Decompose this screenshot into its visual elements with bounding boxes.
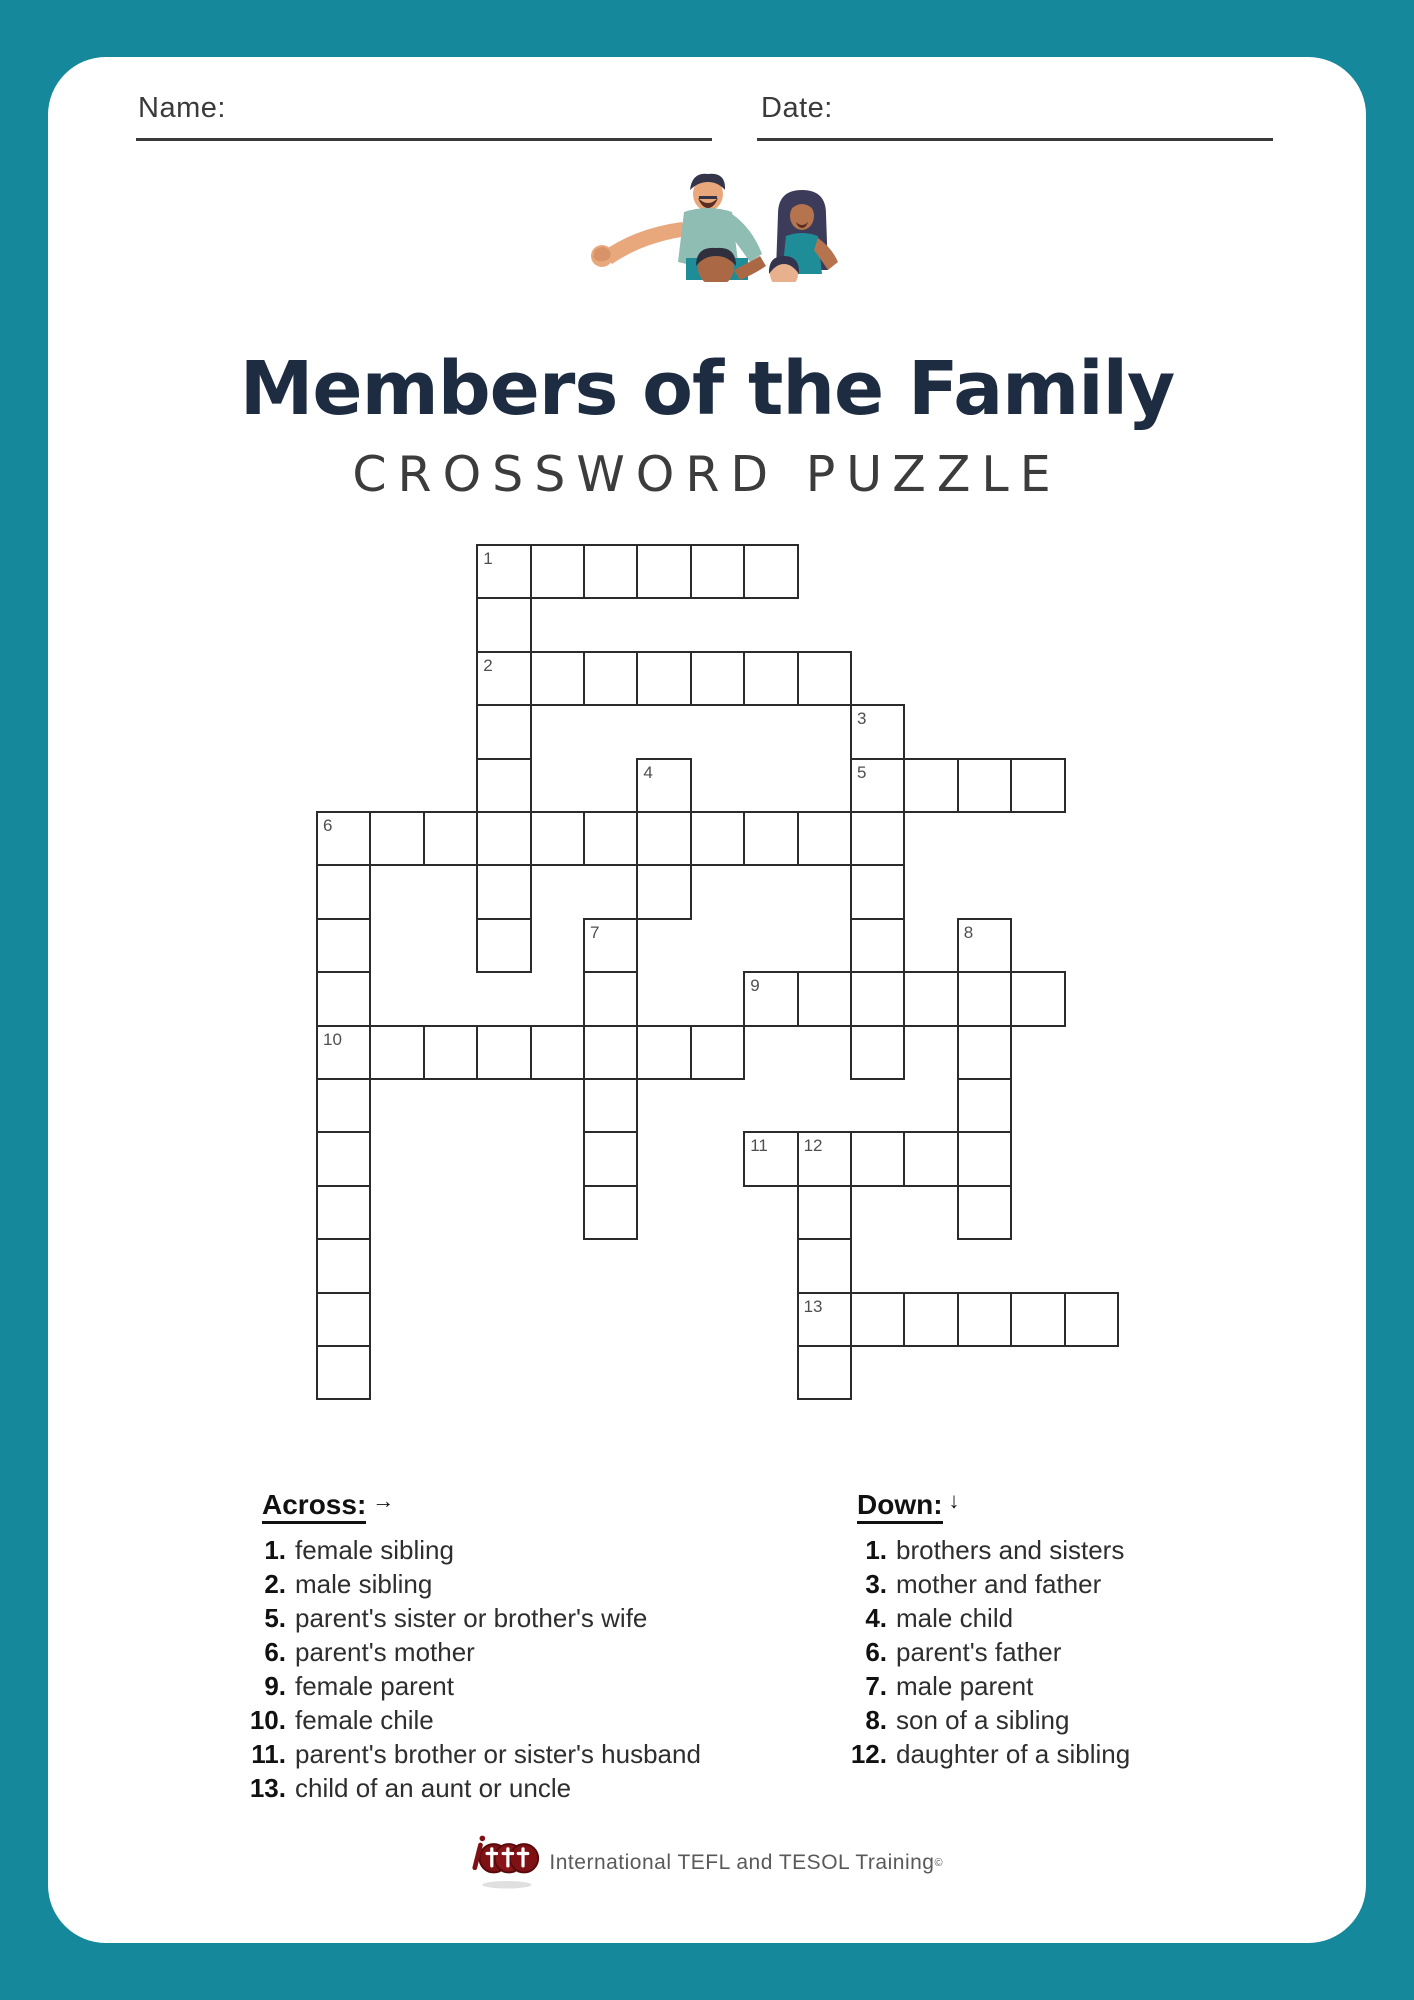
- across-header: [262, 1488, 701, 1521]
- clue-item: [244, 1703, 701, 1737]
- grid-cell[interactable]: [690, 544, 745, 599]
- clue-number: 11.: [251, 1739, 286, 1769]
- clue-item: [845, 1669, 1130, 1703]
- clue-text: son of a sibling: [896, 1705, 1070, 1735]
- clue-number: 3.: [865, 1569, 887, 1599]
- grid-cell-number: 6: [323, 816, 333, 835]
- grid-cell[interactable]: [957, 1078, 1012, 1133]
- grid-cell-number: 3: [857, 709, 867, 729]
- grid-cell[interactable]: [476, 651, 531, 706]
- grid-cell-number: 11: [750, 1136, 768, 1156]
- clue-number: 9.: [264, 1671, 286, 1701]
- grid-cell[interactable]: [957, 1025, 1012, 1080]
- right-arrow-icon: →: [372, 1488, 395, 1513]
- grid-cell[interactable]: [850, 758, 905, 813]
- grid-cell[interactable]: [1010, 1292, 1065, 1347]
- clue-text: child of an aunt or uncle: [295, 1773, 572, 1803]
- grid-cell[interactable]: [797, 1345, 852, 1400]
- copyright-icon: ©: [934, 1857, 943, 1869]
- grid-cell[interactable]: [850, 811, 905, 866]
- grid-cell[interactable]: [583, 651, 638, 706]
- grid-cell[interactable]: [530, 544, 585, 599]
- clue-item: [244, 1567, 701, 1601]
- grid-cell[interactable]: [636, 1025, 691, 1080]
- grid-cell[interactable]: [316, 1345, 371, 1400]
- grid-cell[interactable]: [583, 1078, 638, 1133]
- grid-cell[interactable]: [636, 811, 691, 866]
- clue-number: 1.: [865, 1535, 887, 1565]
- clue-number: 4.: [865, 1603, 887, 1633]
- grid-cell[interactable]: [476, 704, 531, 759]
- grid-cell[interactable]: [850, 971, 905, 1026]
- clue-item: [244, 1737, 701, 1771]
- grid-cell[interactable]: [797, 1131, 852, 1186]
- grid-cell[interactable]: [743, 971, 798, 1026]
- grid-cell[interactable]: [690, 1025, 745, 1080]
- grid-cell[interactable]: [850, 1292, 905, 1347]
- grid-cell[interactable]: [316, 1185, 371, 1240]
- grid-cell[interactable]: [690, 811, 745, 866]
- grid-cell[interactable]: [316, 1025, 371, 1080]
- clue-text: female chile: [295, 1705, 434, 1735]
- grid-cell-number: 8: [963, 922, 974, 942]
- clue-text: brothers and sisters: [896, 1535, 1125, 1565]
- ittt-logo-icon: [471, 1834, 541, 1892]
- grid-cell[interactable]: [636, 864, 691, 919]
- grid-cell[interactable]: [423, 811, 478, 866]
- clue-text: female sibling: [295, 1535, 454, 1565]
- grid-cell[interactable]: [316, 864, 371, 919]
- clue-number: 8.: [865, 1705, 887, 1735]
- down-clues: [845, 1488, 1130, 1771]
- grid-cell[interactable]: [957, 918, 1012, 973]
- grid-cell[interactable]: [316, 1131, 371, 1186]
- grid-cell[interactable]: [316, 971, 371, 1026]
- grid-cell-number: 12: [803, 1136, 823, 1156]
- grid-cell[interactable]: [903, 1292, 958, 1347]
- grid-cell[interactable]: [316, 1078, 371, 1133]
- grid-cell[interactable]: [583, 1185, 638, 1240]
- footer-logo: [0, 1828, 1414, 1898]
- grid-cell[interactable]: [476, 758, 531, 813]
- clue-number: 10.: [249, 1705, 286, 1735]
- grid-cell[interactable]: [583, 918, 638, 973]
- grid-cell[interactable]: [583, 544, 638, 599]
- grid-cell[interactable]: [850, 1025, 905, 1080]
- grid-cell[interactable]: [797, 1185, 852, 1240]
- grid-cell[interactable]: [530, 651, 585, 706]
- clue-number: 6.: [264, 1637, 286, 1667]
- grid-cell[interactable]: [743, 544, 798, 599]
- grid-cell[interactable]: [369, 811, 424, 866]
- grid-cell[interactable]: [1010, 758, 1065, 813]
- down-arrow-icon: ↓: [948, 1488, 960, 1513]
- grid-cell-number: 5: [857, 762, 867, 782]
- clue-item: [845, 1601, 1130, 1635]
- grid-cell-number: 7: [590, 922, 600, 942]
- clue-text: parent's sister or brother's wife: [295, 1603, 648, 1633]
- grid-cell-number: 4: [643, 762, 653, 782]
- page-subtitle: CROSSWORD PUZZLE: [352, 446, 1062, 503]
- grid-cell[interactable]: [797, 651, 852, 706]
- grid-cell[interactable]: [797, 971, 852, 1026]
- grid-cell[interactable]: [316, 1292, 371, 1347]
- clue-text: parent's mother: [295, 1637, 475, 1667]
- clue-text: parent's brother or sister's husband: [295, 1739, 701, 1769]
- clue-text: daughter of a sibling: [896, 1739, 1131, 1769]
- grid-cell-number: 1: [483, 549, 493, 568]
- grid-cell[interactable]: [369, 1025, 424, 1080]
- logo-text: International TEFL and TESOL Training: [549, 1851, 935, 1874]
- grid-cell[interactable]: [316, 918, 371, 973]
- grid-cell[interactable]: [743, 1131, 798, 1186]
- grid-cell[interactable]: [743, 811, 798, 866]
- grid-cell[interactable]: [797, 1292, 852, 1347]
- clue-number: 6.: [865, 1637, 887, 1667]
- grid-cell[interactable]: [583, 971, 638, 1026]
- clue-text: female parent: [295, 1671, 454, 1701]
- grid-cell[interactable]: [583, 811, 638, 866]
- clue-item: [244, 1669, 701, 1703]
- clue-item: [845, 1703, 1130, 1737]
- grid-cell[interactable]: [530, 1025, 585, 1080]
- grid-cell-number: 9: [750, 976, 760, 996]
- clue-item: [845, 1533, 1130, 1567]
- clue-text: mother and father: [896, 1569, 1102, 1599]
- clue-text: male sibling: [295, 1569, 433, 1599]
- clue-number: 5.: [264, 1603, 286, 1633]
- clue-number: 7.: [865, 1671, 887, 1701]
- clue-text: parent's father: [896, 1637, 1062, 1667]
- grid-cell[interactable]: [690, 651, 745, 706]
- clue-item: [845, 1635, 1130, 1669]
- grid-cell-number: 2: [483, 655, 493, 675]
- grid-cell[interactable]: [957, 1131, 1012, 1186]
- grid-cell[interactable]: [797, 811, 852, 866]
- grid-cell[interactable]: [423, 1025, 478, 1080]
- grid-cell[interactable]: [903, 1131, 958, 1186]
- grid-cell[interactable]: [476, 597, 531, 652]
- grid-cell[interactable]: [476, 1025, 531, 1080]
- down-list: [845, 1533, 1130, 1771]
- page-title: Members of the Family: [239, 346, 1175, 432]
- clue-item: [845, 1567, 1130, 1601]
- clue-item: [244, 1635, 701, 1669]
- grid-cell[interactable]: [957, 971, 1012, 1026]
- grid-cell[interactable]: [476, 864, 531, 919]
- clue-number: 1.: [264, 1535, 286, 1565]
- grid-cell[interactable]: [850, 704, 905, 759]
- grid-cell[interactable]: [316, 811, 371, 866]
- clue-text: male parent: [896, 1671, 1034, 1701]
- clue-item: [845, 1737, 1130, 1771]
- grid-cell[interactable]: [743, 651, 798, 706]
- grid-cell[interactable]: [636, 651, 691, 706]
- grid-cell[interactable]: [903, 758, 958, 813]
- grid-cell[interactable]: [957, 1185, 1012, 1240]
- clue-number: 13.: [249, 1773, 286, 1803]
- grid-cell[interactable]: [476, 544, 531, 599]
- across-header-text: Across:: [262, 1489, 366, 1524]
- grid-cell[interactable]: [797, 1238, 852, 1293]
- clue-text: male child: [896, 1603, 1014, 1633]
- grid-cell[interactable]: [957, 1292, 1012, 1347]
- clue-number: 2.: [264, 1569, 286, 1599]
- down-header-text: Down:: [857, 1489, 943, 1524]
- grid-cell[interactable]: [850, 918, 905, 973]
- date-label: Date:: [761, 92, 833, 124]
- name-label: Name:: [138, 92, 226, 124]
- clue-item: [244, 1533, 701, 1567]
- grid-cell[interactable]: [850, 1131, 905, 1186]
- grid-cell[interactable]: [316, 1238, 371, 1293]
- clue-item: [244, 1601, 701, 1635]
- grid-cell[interactable]: [583, 1131, 638, 1186]
- across-list: [244, 1533, 701, 1805]
- grid-cell[interactable]: [636, 544, 691, 599]
- grid-cell[interactable]: [903, 971, 958, 1026]
- grid-cell[interactable]: [530, 811, 585, 866]
- clue-number: 12.: [850, 1739, 887, 1769]
- grid-cell[interactable]: [1064, 1292, 1119, 1347]
- grid-cell[interactable]: [583, 1025, 638, 1080]
- grid-cell[interactable]: [476, 811, 531, 866]
- grid-cell-number: 10: [323, 1029, 342, 1049]
- grid-cell[interactable]: [957, 758, 1012, 813]
- clue-item: [244, 1771, 701, 1805]
- down-header: [857, 1488, 1130, 1521]
- across-clues: [244, 1488, 701, 1805]
- grid-cell[interactable]: [1010, 971, 1065, 1026]
- grid-cell[interactable]: [476, 918, 531, 973]
- grid-cell[interactable]: [636, 758, 691, 813]
- grid-cell[interactable]: [850, 864, 905, 919]
- grid-cell-number: 13: [803, 1296, 823, 1316]
